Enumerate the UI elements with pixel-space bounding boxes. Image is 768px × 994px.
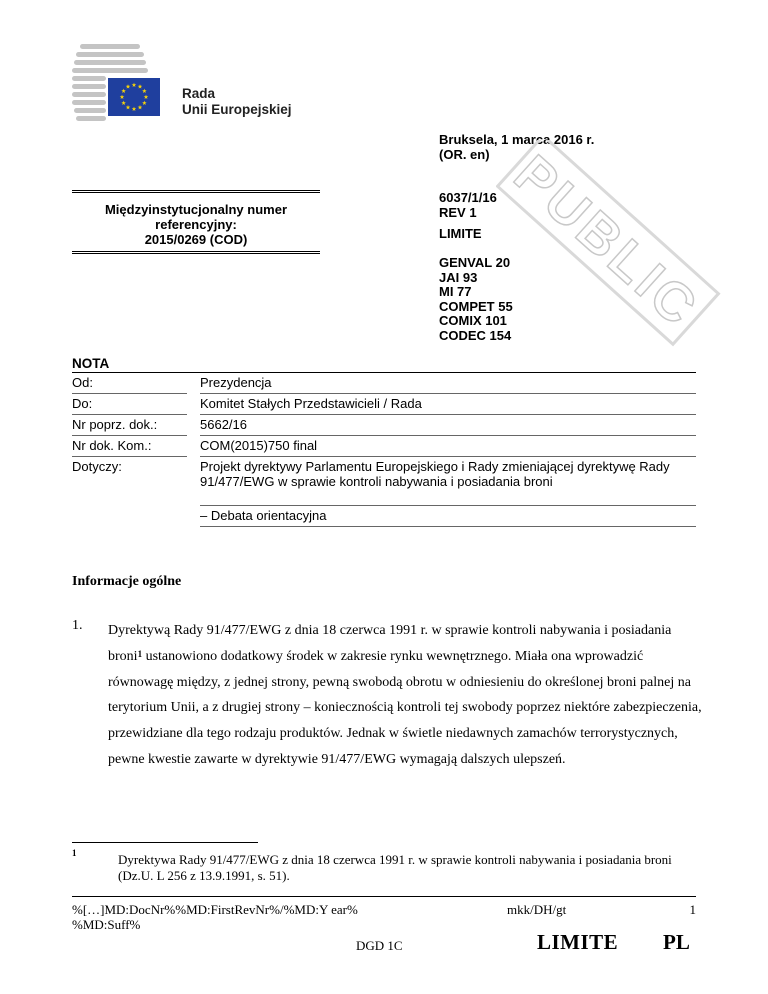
revision: REV 1 xyxy=(439,205,477,220)
note-label: Nr poprz. dok.: xyxy=(72,417,158,432)
code-item: GENVAL 20 xyxy=(439,255,511,270)
page-number: 1 xyxy=(689,902,696,917)
doc-number: 6037/1/16 xyxy=(439,190,497,205)
public-stamp xyxy=(496,140,726,350)
note-subject-sub: – Debata orientacyjna xyxy=(200,508,327,523)
row-divider xyxy=(72,456,187,457)
row-divider xyxy=(200,505,696,506)
row-divider xyxy=(72,393,187,394)
document-reference xyxy=(439,190,497,220)
footer-initials: mkk/DH/gt xyxy=(507,902,567,917)
note-title: NOTA xyxy=(72,356,110,371)
footer-classification: LIMITE xyxy=(537,930,619,954)
note-value: Prezydencja xyxy=(200,375,272,390)
org-name-line1: Rada xyxy=(182,86,216,101)
paragraph-number: 1. xyxy=(72,618,83,633)
classification-top: LIMITE xyxy=(439,226,482,241)
note-label: Do: xyxy=(72,396,93,411)
code-item: COMIX 101 xyxy=(439,313,507,328)
footer-language: PL xyxy=(663,930,690,954)
footer-doc-field: %[…]MD:DocNr%%MD:FirstRevNr%/%MD:Y ear% %MD:Suff% xyxy=(72,902,358,932)
original-language: (OR. en) xyxy=(439,147,490,162)
footnote-separator xyxy=(72,842,258,843)
row-divider xyxy=(200,435,696,436)
org-name xyxy=(182,86,292,118)
code-item: JAI 93 xyxy=(439,269,478,285)
paragraph-text: Dyrektywą Rady 91/477/EWG z dnia 18 czerwca 1991 r. w sprawie kontroli nabywania i posiadania broni xyxy=(108,623,672,664)
paragraph-1 xyxy=(108,618,708,773)
note-value: 5662/16 xyxy=(200,417,247,432)
interinstitutional-label-1: Międzyinstytucjonalny numer xyxy=(104,202,288,217)
org-name-line2: Unii Europejskiej xyxy=(182,102,292,117)
interinstitutional-label-2: referencyjny: xyxy=(155,217,237,232)
code-item: COMPET 55 xyxy=(439,298,513,314)
stamp-text: PUBLIC xyxy=(502,143,711,340)
footnote-number: 1 xyxy=(72,848,77,858)
footnote-reference[interactable]: 1 xyxy=(137,648,143,659)
interinstitutional-box xyxy=(72,190,320,254)
note-label: Od: xyxy=(72,375,93,390)
interinstitutional-number: 2015/0269 (COD) xyxy=(144,232,248,247)
footnote-text: Dyrektywa Rady 91/477/EWG z dnia 18 czerwca 1991 r. w sprawie kontroli nabywania i posiadania broni (Dz.U. L 256 z 13.9.1991, s. 51). xyxy=(118,852,672,883)
footer-dgd: DGD 1C xyxy=(356,938,403,953)
row-divider xyxy=(200,393,696,394)
row-divider xyxy=(72,414,187,415)
note-label: Dotyczy: xyxy=(72,459,122,474)
section-heading: Informacje ogólne xyxy=(72,574,182,589)
code-item: MI 77 xyxy=(439,284,472,299)
footer-rule xyxy=(72,896,696,897)
note-value: Projekt dyrektywy Parlamentu Europejskiego i Rady zmieniającej dyrektywę Rady 91/477/EWG w sprawie kontroli nabywania i posiadania broni xyxy=(200,459,670,489)
code-item: CODEC 154 xyxy=(439,327,512,343)
council-logo xyxy=(72,40,182,130)
row-divider xyxy=(200,456,696,457)
note-value: COM(2015)750 final xyxy=(200,438,318,453)
row-divider xyxy=(200,526,696,527)
note-top-rule xyxy=(72,372,696,373)
note-label: Nr dok. Kom.: xyxy=(72,438,152,453)
date-line: Bruksela, 1 marca 2016 r. xyxy=(439,132,595,147)
row-divider xyxy=(200,414,696,415)
row-divider xyxy=(72,435,187,436)
paragraph-text: ustanowiono dodatkowy środek w zakresie rynku wewnętrznego. Miała ona wprowadzić równowagę między, z jednej strony, pewną swobodą obrotu w odniesieniu do określonej broni palnej na terytorium Unii, a z drugiej strony – koniecznością kontroli tej swobody poprzez niektóre zabezpieczenia, przewidziane dla tego rodzaju produktów. Jednak w świetle niedawnych zamachów terrorystycznych, pewne kwestie zawarte w dyrektywie 91/477/EWG wymagają dalszych ulepszeń. xyxy=(108,648,702,767)
note-value: Komitet Stałych Przedstawicieli / Rada xyxy=(200,396,422,411)
